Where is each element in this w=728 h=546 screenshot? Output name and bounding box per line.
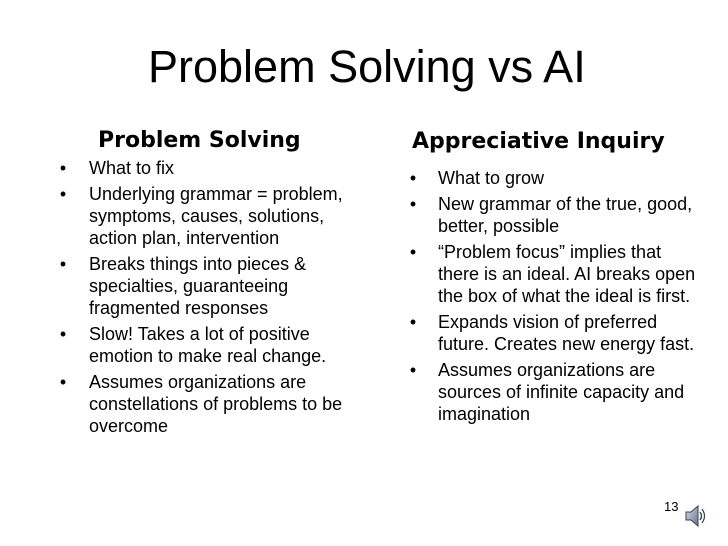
bullet-icon: • bbox=[59, 184, 67, 204]
list-item bbox=[56, 323, 376, 367]
list-item bbox=[56, 183, 376, 249]
list-item-text: Breaks things into pieces & specialties, guaranteeing fragmented responses bbox=[89, 254, 307, 318]
bullet-icon: • bbox=[409, 312, 417, 332]
list-item bbox=[56, 253, 376, 319]
bullet-icon: • bbox=[59, 158, 67, 178]
list-item-text: Assumes organizations are constellations of problems to be overcome bbox=[89, 372, 343, 436]
speaker-icon[interactable] bbox=[684, 503, 706, 529]
list-item-text: “Problem focus” implies that there is an ideal. AI breaks open the box of what the ideal is first. bbox=[438, 242, 696, 306]
list-item bbox=[406, 167, 696, 189]
bullet-icon: • bbox=[59, 254, 67, 274]
list-item-text: Underlying grammar = problem, symptoms, causes, solutions, action plan, intervention bbox=[89, 184, 343, 248]
list-item-text: What to grow bbox=[438, 168, 545, 188]
right-bullet-list bbox=[406, 167, 696, 429]
list-item-text: What to fix bbox=[89, 158, 175, 178]
list-item-text: New grammar of the true, good, better, possible bbox=[438, 194, 693, 236]
list-item-text: Slow! Takes a lot of positive emotion to make real change. bbox=[89, 324, 327, 366]
list-item bbox=[406, 311, 696, 355]
bullet-icon: • bbox=[59, 324, 67, 344]
bullet-icon: • bbox=[409, 360, 417, 380]
right-column-heading: Appreciative Inquiry bbox=[412, 129, 665, 154]
list-item bbox=[406, 241, 696, 307]
list-item bbox=[56, 157, 376, 179]
left-column-heading: Problem Solving bbox=[98, 128, 301, 153]
bullet-icon: • bbox=[409, 194, 417, 214]
list-item bbox=[406, 359, 696, 425]
list-item bbox=[56, 371, 376, 437]
bullet-icon: • bbox=[409, 168, 417, 188]
bullet-icon: • bbox=[59, 372, 67, 392]
list-item-text: Assumes organizations are sources of infinite capacity and imagination bbox=[438, 360, 685, 424]
list-item-text: Expands vision of preferred future. Creates new energy fast. bbox=[438, 312, 695, 354]
list-item bbox=[406, 193, 696, 237]
slide-title: Problem Solving vs AI bbox=[148, 41, 586, 92]
left-bullet-list bbox=[56, 157, 376, 441]
page-number: 13 bbox=[664, 499, 679, 514]
bullet-icon: • bbox=[409, 242, 417, 262]
